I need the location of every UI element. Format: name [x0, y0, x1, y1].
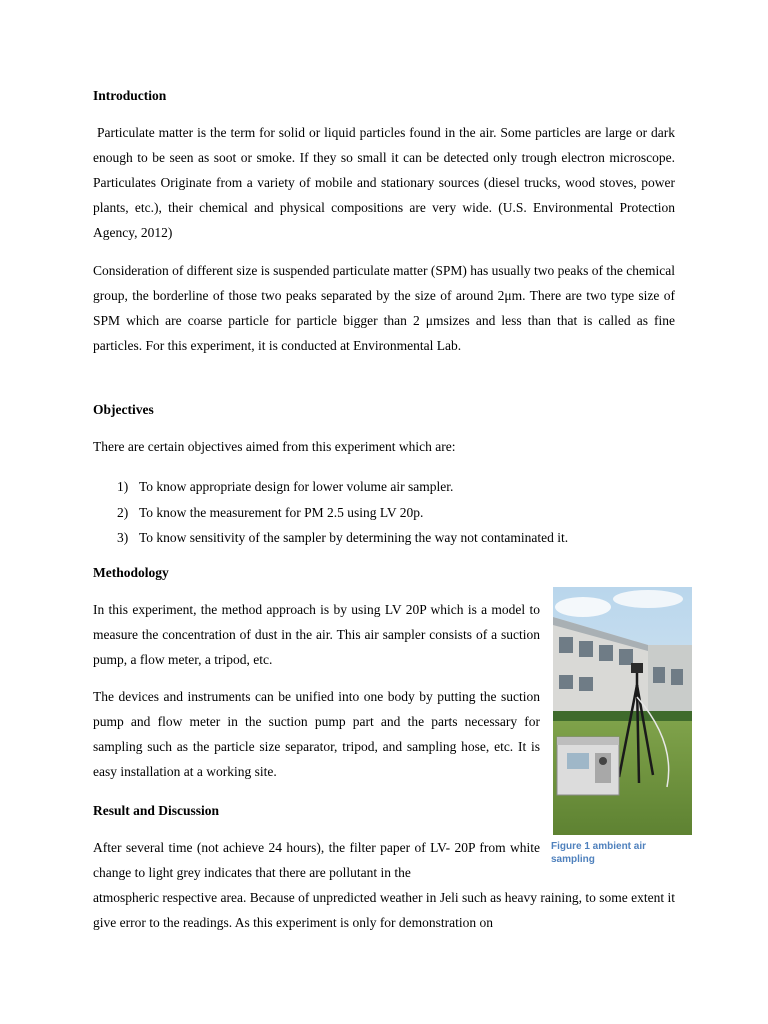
list-item-text: To know the measurement for PM 2.5 using LV 20p. [139, 504, 424, 520]
introduction-heading: Introduction [93, 88, 167, 103]
objectives-heading: Objectives [93, 402, 154, 417]
list-item [117, 525, 568, 551]
introduction-paragraph-1: Particulate matter is the term for solid or liquid particles found in the air. Some particles are large or dark enough to be seen as soot or smoke. If they so small it can be detected only trough electron microscope. Particulates Originate from a variety of mobile and stationary sources (diesel trucks, wood stoves, power plants, etc.), their chemical and physical compositions are very wide. (U.S. Environmental Protection Agency, 2012) [93, 125, 675, 240]
methodology-heading: Methodology [93, 565, 169, 580]
list-item-text: To know appropriate design for lower volume air sampler. [139, 479, 454, 494]
results-paragraph-1-continued: atmospheric respective area. Because of unpredicted weather in Jeli such as heavy raining, to some extent it give error to the readings. As this experiment is only for demonstration on [93, 890, 675, 930]
methodology-paragraph-1: In this experiment, the method approach is by using LV 20P which is a model to measure the concentration of dust in the air. This air sampler consists of a suction pump, a flow meter, a tripod, etc. [93, 602, 540, 667]
list-item-number: 2) [117, 504, 129, 520]
introduction-paragraph-2: Consideration of different size is suspended particulate matter (SPM) has usually two peaks of the chemical group, the borderline of those two peaks separated by the size of around 2μm. There are two type size of SPM which are coarse particle for particle bigger than 2 μmsizes and less than that is called as fine particles. For this experiment, it is conducted at Environmental Lab. [93, 263, 675, 353]
photo-air-sampler-icon [553, 587, 692, 835]
results-paragraph-1: After several time (not achieve 24 hours), the filter paper of LV- 20P from white change to light grey indicates that there are pollutant in the [93, 840, 540, 880]
list-item-text: To know sensitivity of the sampler by determining the way not contaminated it. [139, 530, 569, 545]
objectives-list [117, 474, 568, 551]
figure-caption: Figure 1 ambient air sampling [551, 841, 647, 865]
methodology-paragraph-2: The devices and instruments can be unified into one body by putting the suction pump and flow meter in the suction pump part and the parts necessary for sampling such as the particle size separator, tripod, and sampling hose, etc. It is easy installation at a working site. [93, 689, 540, 779]
list-item-number: 3) [117, 530, 129, 545]
results-heading: Result and Discussion [93, 803, 220, 818]
air-sampler-photo [553, 587, 692, 835]
list-item-number: 1) [117, 479, 129, 494]
list-item [117, 500, 568, 526]
objectives-intro: There are certain objectives aimed from this experiment which are: [93, 439, 456, 454]
list-item [117, 474, 568, 500]
